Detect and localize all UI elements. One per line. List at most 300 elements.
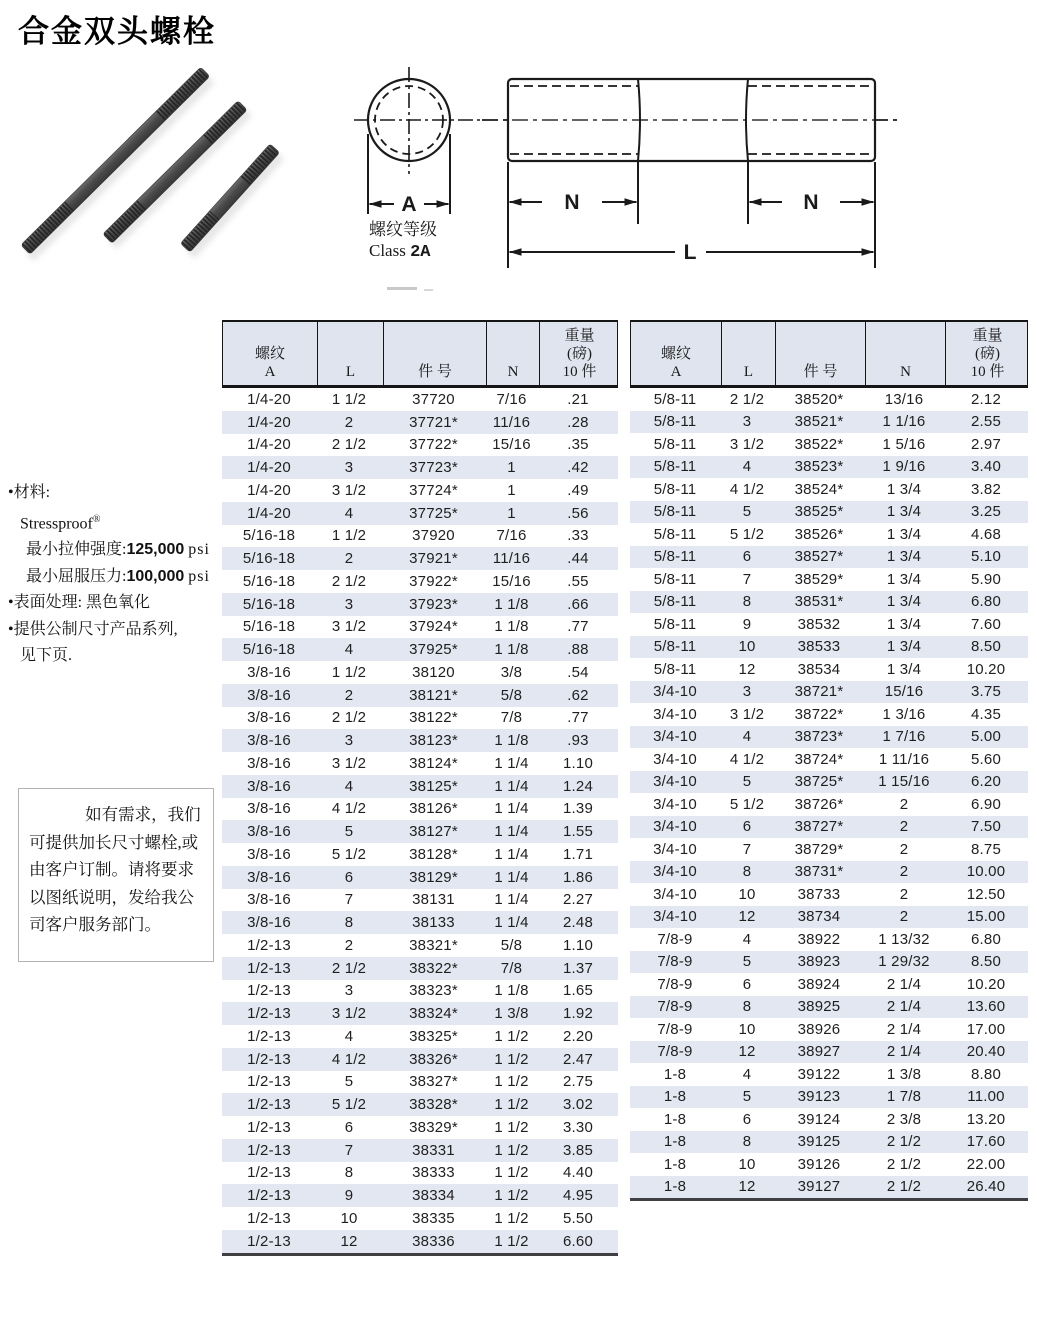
table-header-row — [630, 320, 1028, 388]
table-cell: 3/4-10 — [653, 795, 697, 813]
specs-list — [8, 480, 226, 670]
table-cell: 38328* — [409, 1096, 458, 1114]
table-cell: 38121* — [409, 686, 458, 704]
table-cell: 12 — [738, 1178, 756, 1196]
table-cell: 1 1/4 — [494, 891, 529, 909]
table-cell: 2 1/2 — [886, 1155, 922, 1173]
table-cell: 4 — [344, 641, 354, 659]
table-cell: 1 1/16 — [882, 413, 926, 431]
table-cell: 39126 — [797, 1155, 841, 1173]
table-cell: 38128* — [409, 845, 458, 863]
column-header-length: L — [317, 322, 383, 385]
table-cell: 8.50 — [971, 638, 1001, 656]
table-cell: 1 1/8 — [494, 732, 529, 750]
table-row — [630, 681, 1028, 704]
table-cell: 3/8-16 — [247, 777, 291, 795]
table-cell: 3 1/2 — [331, 1005, 367, 1023]
table-cell: 1/4-20 — [247, 413, 291, 431]
table-row — [630, 1176, 1028, 1199]
table-cell: 2.55 — [971, 413, 1001, 431]
table-cell: 1 29/32 — [878, 953, 930, 971]
table-row — [222, 661, 618, 684]
table-cell: 8.80 — [971, 1065, 1001, 1083]
thread-class-line1: 螺纹等级 — [369, 220, 437, 239]
table-cell: 2.20 — [563, 1027, 593, 1045]
table-cell: 1.37 — [563, 959, 593, 977]
table-cell: 1 1/2 — [494, 1050, 529, 1068]
table-cell: 1/2-13 — [247, 1118, 291, 1136]
table-cell: 1 1/4 — [494, 868, 529, 886]
table-cell: 2.75 — [563, 1073, 593, 1091]
table-cell: 9 — [742, 615, 752, 633]
table-cell: 38521* — [794, 413, 844, 431]
table-cell: 1-8 — [663, 1155, 687, 1173]
table-cell: 38122* — [409, 709, 458, 727]
table-cell: 38324* — [409, 1005, 458, 1023]
table-cell: 1/2-13 — [247, 1096, 291, 1114]
table-cell: 5.10 — [971, 548, 1001, 566]
table-cell: .21 — [567, 390, 589, 408]
table-cell: 1 7/16 — [882, 728, 926, 746]
table-cell: 38529* — [794, 570, 844, 588]
table-cell: 10.00 — [966, 863, 1006, 881]
table-cell: 38127* — [409, 823, 458, 841]
table-row — [222, 1162, 618, 1185]
table-cell: 9 — [344, 1187, 354, 1205]
scan-artifact — [387, 287, 417, 290]
table-cell: 1/2-13 — [247, 1027, 291, 1045]
table-cell: 20.40 — [966, 1043, 1006, 1061]
table-cell: .62 — [567, 686, 589, 704]
table-row — [222, 866, 618, 889]
table-cell: 2.97 — [971, 435, 1001, 453]
table-cell: 5.60 — [971, 750, 1001, 768]
table-cell: 3 — [344, 595, 354, 613]
table-cell: 38725* — [794, 773, 844, 791]
table-row — [222, 729, 618, 752]
table-cell: 1/4-20 — [247, 481, 291, 499]
table-cell: 38525* — [794, 503, 844, 521]
table-cell: 5/8-11 — [653, 593, 697, 611]
table-cell: 38523* — [794, 458, 844, 476]
table-cell: 3/4-10 — [653, 818, 697, 836]
table-cell: 39124 — [797, 1110, 841, 1128]
thread-class-line2: Class 2A — [369, 241, 431, 262]
table-cell: 2 — [899, 795, 909, 813]
table-cell: 1 1/4 — [494, 754, 529, 772]
table-cell: 1 1/2 — [494, 1187, 529, 1205]
table-cell: 7/16 — [496, 390, 527, 408]
side-view-diagram — [480, 62, 902, 274]
table-row — [630, 433, 1028, 456]
table-cell: 38927 — [797, 1043, 841, 1061]
table-cell: 8 — [742, 593, 752, 611]
table-row — [630, 1063, 1028, 1086]
table-cell: 38326* — [409, 1050, 458, 1068]
table-cell: 38123* — [409, 732, 458, 750]
table-cell: .56 — [567, 504, 589, 522]
table-cell: 1 3/4 — [886, 525, 922, 543]
table-cell: 5/16-18 — [242, 572, 296, 590]
table-cell: 6 — [742, 818, 752, 836]
table-row — [630, 478, 1028, 501]
dimension-n-left-label: N — [564, 191, 580, 214]
table-row — [222, 1116, 618, 1139]
table-cell: .28 — [567, 413, 589, 431]
table-cell: 1 1/8 — [494, 982, 529, 1000]
table-cell: 1.86 — [563, 868, 593, 886]
table-cell: 2.48 — [563, 914, 593, 932]
table-cell: 39123 — [797, 1088, 841, 1106]
table-cell: 38526* — [794, 525, 844, 543]
table-cell: 1 1/8 — [494, 595, 529, 613]
table-cell: 6 — [742, 1110, 752, 1128]
table-cell: 11/16 — [492, 550, 531, 568]
table-cell: 2 1/4 — [886, 1020, 922, 1038]
table-cell: 5/16-18 — [242, 641, 296, 659]
table-cell: 38325* — [409, 1027, 458, 1045]
table-cell: 1 1/2 — [494, 1141, 529, 1159]
table-cell: 1 15/16 — [878, 773, 930, 791]
table-cell: 10.20 — [966, 975, 1006, 993]
table-row — [630, 1131, 1028, 1154]
spec-tensile: 最小拉伸强度:125,000 psi — [26, 541, 210, 559]
table-cell: 3.30 — [563, 1118, 593, 1136]
table-cell: 37921* — [409, 550, 458, 568]
table-cell: 4 — [344, 504, 354, 522]
table-cell: 38533 — [797, 638, 841, 656]
table-cell: 3/8-16 — [247, 709, 291, 727]
table-cell: 5/8-11 — [653, 660, 697, 678]
table-cell: 5 — [344, 823, 354, 841]
table-cell: .42 — [567, 459, 589, 477]
table-cell: 38124* — [409, 754, 458, 772]
table-cell: 3 1/2 — [729, 705, 765, 723]
table-cell: 2 — [899, 863, 909, 881]
column-header-length: L — [721, 322, 775, 385]
table-cell: 38524* — [794, 480, 844, 498]
table-row — [630, 928, 1028, 951]
table-cell: 1.55 — [563, 823, 593, 841]
spec-yield: 最小屈服压力:100,000 psi — [26, 567, 210, 585]
table-cell: 4.68 — [971, 525, 1001, 543]
table-row — [222, 798, 618, 821]
table-row — [630, 1153, 1028, 1176]
table-cell: 37723* — [409, 459, 458, 477]
table-row — [222, 752, 618, 775]
table-cell: 13.60 — [966, 998, 1006, 1016]
table-cell: 38321* — [409, 936, 458, 954]
table-cell: 2 1/2 — [886, 1133, 922, 1151]
table-cell: 38922 — [797, 930, 841, 948]
table-cell: 11/16 — [492, 413, 531, 431]
table-cell: 37925* — [409, 641, 458, 659]
table-cell: 1/4-20 — [247, 390, 291, 408]
table-cell: 3 1/2 — [331, 481, 367, 499]
table-cell: 39125 — [797, 1133, 841, 1151]
table-cell: 5 1/2 — [729, 525, 765, 543]
table-cell: 2 — [344, 550, 354, 568]
table-cell: 38331 — [412, 1141, 455, 1159]
table-cell: 1 1/4 — [494, 914, 529, 932]
table-row — [222, 684, 618, 707]
table-row — [222, 570, 618, 593]
table-row — [222, 456, 618, 479]
dimension-a-label: A — [401, 193, 417, 216]
table-row — [222, 1025, 618, 1048]
table-cell: 2 1/2 — [331, 709, 367, 727]
table-cell: 4 — [742, 1065, 752, 1083]
table-cell: 1 1/4 — [494, 777, 529, 795]
table-row — [630, 613, 1028, 636]
table-cell: 38727* — [794, 818, 844, 836]
table-cell: 10 — [738, 638, 756, 656]
table-cell: 13.20 — [966, 1110, 1006, 1128]
table-cell: 1.92 — [563, 1005, 593, 1023]
table-cell: 17.00 — [966, 1020, 1006, 1038]
table-cell: 1-8 — [663, 1088, 687, 1106]
table-cell: 7/8-9 — [657, 1043, 693, 1061]
table-cell: 38334 — [412, 1187, 455, 1205]
table-row — [222, 843, 618, 866]
table-cell: 1 1/2 — [494, 1096, 529, 1114]
table-cell: 5 — [742, 1088, 752, 1106]
custom-order-note-box — [18, 788, 214, 962]
table-cell: 1/4-20 — [247, 459, 291, 477]
table-cell: 1/2-13 — [247, 1073, 291, 1091]
table-cell: 1 1/4 — [494, 845, 529, 863]
table-cell: 8 — [344, 1164, 354, 1182]
table-cell: 38724* — [794, 750, 844, 768]
table-cell: 6 — [742, 548, 752, 566]
table-cell: 12 — [738, 908, 756, 926]
scan-artifact — [424, 289, 433, 291]
table-cell: 5 1/2 — [331, 845, 367, 863]
table-cell: 1 1/4 — [494, 800, 529, 818]
table-row — [630, 523, 1028, 546]
table-cell: 1 3/4 — [886, 503, 922, 521]
table-cell: 10 — [738, 1020, 756, 1038]
table-cell: 1/2-13 — [247, 936, 291, 954]
table-cell: 38336 — [412, 1232, 455, 1250]
column-header-thread: 螺纹 A — [660, 346, 691, 380]
table-cell: 7/8 — [500, 709, 523, 727]
table-row — [222, 593, 618, 616]
table-cell: 38722* — [794, 705, 844, 723]
table-row — [222, 911, 618, 934]
studs-photo — [8, 60, 343, 272]
table-cell: 3 — [742, 413, 752, 431]
table-cell: 1/4-20 — [247, 504, 291, 522]
end-view-diagram — [352, 62, 486, 220]
table-row — [630, 591, 1028, 614]
table-cell: 39127 — [797, 1178, 841, 1196]
table-cell: 4 — [742, 930, 752, 948]
table-cell: 38131 — [412, 891, 455, 909]
table-row — [222, 820, 618, 843]
table-cell: 6.80 — [971, 593, 1001, 611]
table-row — [630, 748, 1028, 771]
table-cell: 3/8-16 — [247, 845, 291, 863]
table-row — [630, 816, 1028, 839]
table-row — [630, 771, 1028, 794]
table-cell: 12 — [738, 660, 756, 678]
table-row — [630, 456, 1028, 479]
table-cell: 38723* — [794, 728, 844, 746]
table-cell: 5 — [742, 503, 752, 521]
thread-class-label — [369, 219, 437, 263]
table-cell: 4 1/2 — [331, 1050, 367, 1068]
table-cell: 37724* — [409, 481, 458, 499]
table-row — [630, 1108, 1028, 1131]
table-cell: 6.80 — [971, 930, 1001, 948]
table-cell: 5 1/2 — [729, 795, 765, 813]
column-header-n: N — [486, 322, 539, 385]
spec-metric-cont: 见下页. — [20, 647, 73, 665]
table-cell: 1.39 — [563, 800, 593, 818]
table-cell: 5/16-18 — [242, 618, 296, 636]
table-cell: 8 — [742, 1133, 752, 1151]
table-cell: 1 1/8 — [494, 641, 529, 659]
table-row — [630, 388, 1028, 411]
table-cell: 1.65 — [563, 982, 593, 1000]
table-cell: 1/2-13 — [247, 1164, 291, 1182]
table-cell: 38926 — [797, 1020, 841, 1038]
table-row — [630, 1086, 1028, 1109]
table-cell: 15/16 — [884, 683, 924, 701]
table-cell: .93 — [567, 732, 589, 750]
table-cell: 39122 — [797, 1065, 841, 1083]
table-cell: 38729* — [794, 840, 844, 858]
table-row — [222, 616, 618, 639]
table-cell: 3 — [344, 732, 354, 750]
table-cell: 2 1/2 — [331, 572, 367, 590]
table-cell: 2 — [344, 686, 354, 704]
table-cell: .77 — [567, 709, 589, 727]
table-cell: .88 — [567, 641, 589, 659]
table-row — [630, 951, 1028, 974]
table-cell: 4 1/2 — [729, 480, 765, 498]
table-cell: 38731* — [794, 863, 844, 881]
table-cell: 8.75 — [971, 840, 1001, 858]
table-cell: 38120 — [412, 663, 455, 681]
table-cell: 38534 — [797, 660, 841, 678]
table-cell: 38527* — [794, 548, 844, 566]
table-cell: 6 — [344, 1118, 354, 1136]
table-cell: 3.02 — [563, 1096, 593, 1114]
table-cell: 5 — [742, 953, 752, 971]
table-cell: 7/8-9 — [657, 998, 693, 1016]
table-cell: 3 — [344, 982, 354, 1000]
spec-finish: •表面处理: 黑色氧化 — [8, 594, 151, 612]
table-row — [222, 1002, 618, 1025]
table-cell: 1 — [507, 459, 516, 477]
table-cell: 1-8 — [663, 1065, 687, 1083]
table-cell: 2 1/2 — [331, 959, 367, 977]
table-cell: 2 1/2 — [729, 390, 765, 408]
table-cell: 7/8-9 — [657, 953, 693, 971]
table-row — [222, 1048, 618, 1071]
table-cell: 3/4-10 — [653, 773, 697, 791]
table-cell: 2 3/8 — [886, 1110, 922, 1128]
table-cell: 1 3/4 — [886, 570, 922, 588]
table-cell: 5 1/2 — [331, 1096, 367, 1114]
table-cell: 1/2-13 — [247, 1187, 291, 1205]
table-cell: 1 1/2 — [494, 1027, 529, 1045]
table-cell: 5/16-18 — [242, 550, 296, 568]
table-cell: 3.25 — [971, 503, 1001, 521]
table-cell: 1 3/4 — [886, 615, 922, 633]
table-cell: 1-8 — [663, 1133, 687, 1151]
table-cell: 2.12 — [971, 390, 1001, 408]
table-cell: .66 — [567, 595, 589, 613]
table-row — [222, 1093, 618, 1116]
table-row — [630, 906, 1028, 929]
table-cell: 7.60 — [971, 615, 1001, 633]
table-cell: 38333 — [412, 1164, 455, 1182]
table-cell: 2 — [344, 413, 354, 431]
table-row — [222, 775, 618, 798]
table-cell: 1/4-20 — [247, 436, 291, 454]
table-cell: .44 — [567, 550, 589, 568]
table-cell: 38335 — [412, 1209, 455, 1227]
table-cell: 5 — [344, 1073, 354, 1091]
table-row — [222, 411, 618, 434]
table-cell: 38327* — [409, 1073, 458, 1091]
table-cell: 1.71 — [563, 845, 593, 863]
table-cell: 1 1/2 — [331, 527, 367, 545]
table-cell: 3/4-10 — [653, 908, 697, 926]
table-cell: 37923* — [409, 595, 458, 613]
table-row — [222, 502, 618, 525]
table-cell: 13/16 — [884, 390, 924, 408]
table-cell: 2 1/2 — [886, 1178, 922, 1196]
dimension-n-right-label: N — [803, 191, 819, 214]
table-cell: 1.24 — [563, 777, 593, 795]
table-cell: 5/8-11 — [653, 548, 697, 566]
parts-table-right — [630, 320, 1028, 1201]
column-header-part-no: 件 号 — [775, 322, 865, 385]
table-cell: 38522* — [794, 435, 844, 453]
table-cell: 5/8-11 — [653, 413, 697, 431]
table-cell: .35 — [567, 436, 589, 454]
table-cell: 38329* — [409, 1118, 458, 1136]
table-row — [222, 1230, 618, 1253]
table-cell: 1 3/16 — [882, 705, 926, 723]
table-row — [630, 1018, 1028, 1041]
parts-table-left — [222, 320, 618, 1256]
table-cell: 3/8-16 — [247, 914, 291, 932]
table-row — [630, 568, 1028, 591]
table-cell: 3.85 — [563, 1141, 593, 1159]
table-cell: 38129* — [409, 868, 458, 886]
table-cell: 12.50 — [966, 885, 1006, 903]
table-cell: 1 3/4 — [886, 548, 922, 566]
spec-material-heading: •材料: — [8, 484, 51, 501]
table-cell: 5/16-18 — [242, 527, 296, 545]
table-cell: .49 — [567, 481, 589, 499]
column-header-thread: 螺纹 A — [254, 346, 285, 380]
table-cell: 5.90 — [971, 570, 1001, 588]
table-cell: 4 1/2 — [331, 800, 367, 818]
table-cell: 4 — [742, 458, 752, 476]
table-cell: 4.35 — [971, 705, 1001, 723]
table-row — [630, 501, 1028, 524]
table-cell: 3/8-16 — [247, 800, 291, 818]
table-cell: 3/4-10 — [653, 885, 697, 903]
table-row — [222, 707, 618, 730]
table-row — [630, 973, 1028, 996]
